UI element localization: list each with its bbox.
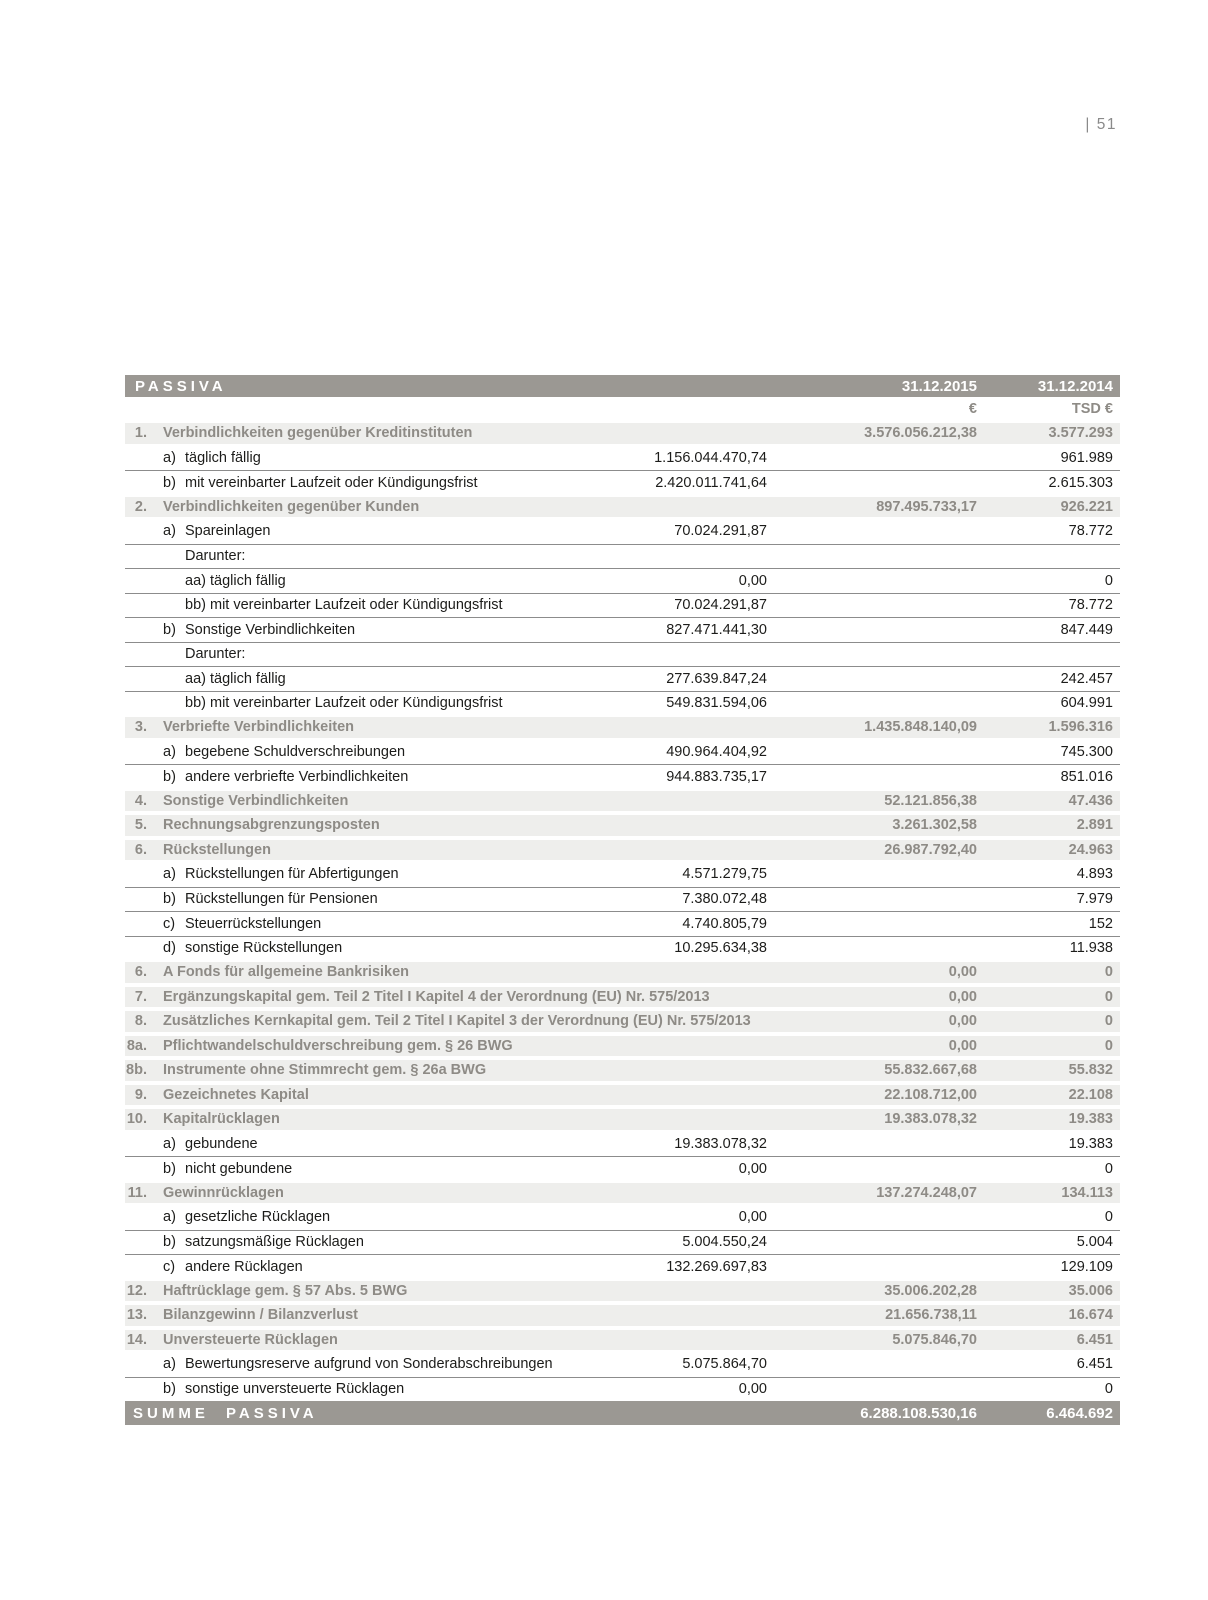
column-header-2015: 31.12.2015 [901, 377, 977, 395]
row-value-tsd-2014: 47.436 [1068, 792, 1113, 809]
row-prefix: b) [163, 621, 176, 638]
row-value-eur-main: 5.075.846,70 [892, 1331, 977, 1348]
row-text: Haftrücklage gem. § 57 Abs. 5 BWG [163, 1282, 408, 1299]
row-text: Steuerrückstellungen [185, 915, 322, 932]
row-number [125, 1356, 147, 1372]
row-text: Bilanzgewinn / Bilanzverlust [163, 1307, 358, 1324]
row-value-tsd-2014: 926.221 [1060, 498, 1113, 515]
table-row [125, 446, 1120, 471]
table-row [125, 862, 1120, 887]
table-row [125, 960, 1120, 985]
row-label [125, 793, 517, 809]
row-value-eur-main: 3.576.056.212,38 [864, 425, 977, 442]
row-value-eur-main: 0,00 [948, 1013, 977, 1030]
row-text: Rückstellungen für Abfertigungen [185, 866, 399, 883]
table-row [125, 789, 1120, 814]
table-row [125, 1132, 1120, 1157]
row-text: gesetzliche Rücklagen [185, 1209, 331, 1226]
row-prefix: b) [163, 1234, 176, 1251]
table-row [125, 1254, 1120, 1279]
row-prefix: c) [163, 915, 176, 932]
row-prefix: d) [163, 940, 176, 957]
row-value-eur-detail: 0,00 [738, 1160, 767, 1177]
row-prefix: a) [163, 523, 176, 540]
row-number: 6. [134, 841, 147, 858]
row-label [125, 1234, 517, 1250]
row-text: Rückstellungen [163, 841, 271, 858]
row-number: 7. [134, 988, 147, 1005]
row-prefix: a) [163, 449, 176, 466]
row-number: 6. [134, 964, 147, 981]
row-label [125, 1136, 517, 1152]
row-label [125, 573, 517, 589]
row-label [125, 1111, 517, 1127]
row-value-tsd-2014: 55.832 [1068, 1062, 1113, 1079]
row-value-tsd-2014: 152 [1088, 915, 1113, 932]
row-label [125, 817, 517, 833]
table-row [125, 519, 1120, 544]
table-row [125, 1009, 1120, 1034]
row-value-eur-detail: 10.295.634,38 [674, 940, 767, 957]
table-row [125, 764, 1120, 789]
row-text: Darunter: [185, 646, 246, 663]
table-row [125, 715, 1120, 740]
row-label [125, 1283, 517, 1299]
table-row [125, 1205, 1120, 1230]
row-label [125, 719, 517, 735]
table-row [125, 1083, 1120, 1108]
row-number [125, 940, 147, 956]
row-value-tsd-2014: 134.113 [1061, 1184, 1113, 1201]
row-label [125, 1062, 517, 1078]
table-row [125, 642, 1120, 667]
row-label [125, 916, 517, 932]
row-number [125, 622, 147, 638]
row-label [125, 964, 517, 980]
row-label [125, 499, 517, 515]
row-label [125, 1381, 517, 1397]
row-label [125, 425, 517, 441]
row-text: andere Rücklagen [185, 1258, 303, 1275]
row-label [125, 1356, 553, 1373]
row-text: Instrumente ohne Stimmrecht gem. § 26a BWG [163, 1062, 487, 1079]
row-value-tsd-2014: 1.596.316 [1048, 719, 1113, 736]
row-text: begebene Schuldverschreibungen [185, 743, 406, 760]
row-value-tsd-2014: 847.449 [1060, 621, 1113, 638]
row-value-eur-main: 21.656.738,11 [885, 1307, 977, 1324]
row-value-eur-detail: 549.831.594,06 [666, 695, 767, 712]
row-prefix: b) [163, 1381, 176, 1398]
row-label [125, 695, 517, 711]
row-value-eur-detail: 4.740.805,79 [682, 915, 767, 932]
row-number: 12. [126, 1282, 147, 1299]
table-row [125, 887, 1120, 912]
row-value-tsd-2014: 19.383 [1068, 1135, 1113, 1152]
row-value-tsd-2014: 16.674 [1068, 1307, 1113, 1324]
row-value-tsd-2014: 0 [1104, 964, 1113, 981]
row-prefix: a) [163, 743, 176, 760]
row-text: sonstige unversteuerte Rücklagen [185, 1381, 405, 1398]
row-label [125, 1161, 517, 1177]
row-value-tsd-2014: 961.989 [1060, 449, 1113, 466]
row-text: gebundene [185, 1135, 258, 1152]
row-text: Verbindlichkeiten gegenüber Kunden [163, 498, 420, 515]
table-row [125, 1279, 1120, 1304]
row-number [125, 916, 147, 932]
row-number [125, 1161, 147, 1177]
row-number [125, 1136, 147, 1152]
table-row [125, 544, 1120, 569]
row-value-eur-main: 35.006.202,28 [884, 1282, 977, 1299]
row-text: nicht gebundene [185, 1160, 293, 1177]
row-number: 14. [126, 1331, 147, 1348]
row-number [125, 866, 147, 882]
total-value-2015: 6.288.108.530,16 [860, 1404, 977, 1422]
row-prefix: a) [163, 866, 176, 883]
row-value-tsd-2014: 78.772 [1068, 523, 1113, 540]
row-value-tsd-2014: 0 [1104, 1209, 1113, 1226]
row-number [125, 695, 147, 711]
row-value-eur-main: 0,00 [948, 988, 977, 1005]
page-number: | 51 [1085, 116, 1117, 133]
table-row [125, 1107, 1120, 1132]
row-value-tsd-2014: 2.615.303 [1048, 474, 1113, 491]
row-text: Unversteuerte Rücklagen [163, 1331, 338, 1348]
row-value-tsd-2014: 5.004 [1076, 1234, 1113, 1251]
total-value-2014: 6.464.692 [1046, 1404, 1113, 1422]
row-text: Sonstige Verbindlichkeiten [185, 621, 356, 638]
row-text: täglich fällig [185, 449, 261, 466]
row-text: Kapitalrücklagen [163, 1111, 280, 1128]
row-value-eur-detail: 5.075.864,70 [682, 1356, 767, 1373]
row-value-tsd-2014: 3.577.293 [1048, 425, 1113, 442]
table-title: PASSIVA [135, 377, 227, 395]
table-row [125, 1230, 1120, 1255]
row-number: 11. [127, 1184, 147, 1201]
row-label [125, 866, 517, 882]
row-number [125, 1259, 147, 1275]
row-number [125, 548, 147, 564]
table-row [125, 1352, 1120, 1377]
row-value-tsd-2014: 35.006 [1068, 1282, 1113, 1299]
row-prefix: a) [163, 1135, 176, 1152]
units-row [125, 397, 1120, 421]
row-text: aa) täglich fällig [185, 670, 286, 687]
row-text: A Fonds für allgemeine Bankrisiken [163, 964, 410, 981]
row-prefix: a) [163, 1209, 176, 1226]
row-value-tsd-2014: 242.457 [1060, 670, 1113, 687]
row-number: 1. [134, 425, 147, 442]
row-text: andere verbriefte Verbindlichkeiten [185, 768, 409, 785]
row-value-tsd-2014: 0 [1104, 1013, 1113, 1030]
balance-sheet-passiva [125, 375, 1120, 1425]
row-text: Ergänzungskapital gem. Teil 2 Titel I Kapitel 4 der Verordnung (EU) Nr. 575/2013 [163, 988, 710, 1005]
row-value-tsd-2014: 78.772 [1068, 597, 1113, 614]
row-number [125, 744, 147, 760]
table-row [125, 1303, 1120, 1328]
row-label [125, 940, 517, 956]
table-row [125, 936, 1120, 961]
row-value-eur-main: 0,00 [948, 1037, 977, 1054]
table-row [125, 593, 1120, 618]
row-value-tsd-2014: 19.383 [1068, 1111, 1113, 1128]
row-text: Verbindlichkeiten gegenüber Kreditinstituten [163, 425, 473, 442]
row-label [125, 622, 517, 638]
row-label [125, 842, 517, 858]
row-number [125, 1209, 147, 1225]
row-number: 5. [134, 817, 147, 834]
row-value-eur-detail: 70.024.291,87 [674, 523, 767, 540]
row-label [125, 1259, 517, 1275]
row-text: Rechnungsabgrenzungsposten [163, 817, 380, 834]
table-row [125, 666, 1120, 691]
row-label [125, 988, 710, 1005]
row-text: Darunter: [185, 548, 246, 565]
row-value-eur-detail: 0,00 [738, 1381, 767, 1398]
row-number [125, 891, 147, 907]
row-value-eur-detail: 490.964.404,92 [666, 743, 767, 760]
row-value-eur-main: 3.261.302,58 [892, 817, 977, 834]
row-value-tsd-2014: 11.938 [1069, 940, 1113, 957]
row-label [125, 475, 517, 491]
row-label [125, 548, 517, 564]
row-value-tsd-2014: 0 [1104, 1160, 1113, 1177]
row-prefix: b) [163, 891, 176, 908]
row-value-eur-detail: 0,00 [738, 1209, 767, 1226]
row-text: Pflichtwandelschuldverschreibung gem. § 26 BWG [163, 1037, 513, 1054]
row-prefix: c) [163, 1258, 176, 1275]
row-text: satzungsmäßige Rücklagen [185, 1234, 364, 1251]
row-text: bb) mit vereinbarter Laufzeit oder Kündigungsfrist [185, 597, 503, 614]
table-row [125, 911, 1120, 936]
table-row [125, 421, 1120, 446]
table-row [125, 838, 1120, 863]
table-row [125, 813, 1120, 838]
row-value-tsd-2014: 129.109 [1060, 1258, 1113, 1275]
row-prefix: b) [163, 474, 176, 491]
row-prefix: a) [163, 1356, 176, 1373]
row-text: aa) täglich fällig [185, 572, 286, 589]
row-value-tsd-2014: 745.300 [1060, 743, 1113, 760]
row-number [125, 475, 147, 491]
row-value-tsd-2014: 7.979 [1076, 891, 1113, 908]
row-text: mit vereinbarter Laufzeit oder Kündigungsfrist [185, 474, 478, 491]
row-text: Rückstellungen für Pensionen [185, 891, 378, 908]
table-row [125, 1034, 1120, 1059]
table-row [125, 1181, 1120, 1206]
row-number [125, 523, 147, 539]
row-value-eur-detail: 277.639.847,24 [666, 670, 767, 687]
row-label [125, 769, 517, 785]
row-label [125, 523, 517, 539]
unit-eur: € [968, 401, 977, 417]
row-label [125, 1209, 517, 1225]
row-number: 10. [126, 1111, 147, 1128]
row-label [125, 450, 517, 466]
row-number: 13. [126, 1307, 147, 1324]
row-value-eur-detail: 1.156.044.470,74 [654, 449, 767, 466]
table-row [125, 691, 1120, 716]
row-label [125, 1013, 751, 1030]
row-label [125, 891, 517, 907]
row-value-eur-detail: 0,00 [738, 572, 767, 589]
row-value-eur-main: 897.495.733,17 [876, 498, 977, 515]
table-row [125, 1058, 1120, 1083]
row-value-eur-detail: 132.269.697,83 [666, 1258, 767, 1275]
row-value-tsd-2014: 4.893 [1076, 866, 1113, 883]
row-label [125, 1038, 517, 1054]
row-value-tsd-2014: 0 [1104, 572, 1113, 589]
row-value-tsd-2014: 6.451 [1076, 1331, 1113, 1348]
row-value-tsd-2014: 24.963 [1068, 841, 1113, 858]
row-value-tsd-2014: 604.991 [1060, 695, 1113, 712]
row-text: Bewertungsreserve aufgrund von Sonderabschreibungen [185, 1356, 553, 1373]
row-value-eur-detail: 7.380.072,48 [682, 891, 767, 908]
table-body [125, 421, 1120, 1401]
row-text: Sonstige Verbindlichkeiten [163, 792, 349, 809]
row-label [125, 671, 517, 687]
row-number [125, 769, 147, 785]
row-value-eur-main: 1.435.848.140,09 [864, 719, 977, 736]
row-number: 8a. [126, 1037, 147, 1054]
row-number [125, 1381, 147, 1397]
row-text: Verbriefte Verbindlichkeiten [163, 719, 354, 736]
row-value-eur-main: 26.987.792,40 [884, 841, 977, 858]
row-value-eur-detail: 2.420.011.741,64 [655, 474, 767, 491]
row-value-eur-main: 55.832.667,68 [884, 1062, 977, 1079]
table-row [125, 495, 1120, 520]
row-value-eur-detail: 70.024.291,87 [674, 597, 767, 614]
row-value-eur-main: 137.274.248,07 [876, 1184, 977, 1201]
row-value-tsd-2014: 0 [1104, 1381, 1113, 1398]
row-value-tsd-2014: 0 [1104, 1037, 1113, 1054]
row-number: 4. [134, 792, 147, 809]
row-value-tsd-2014: 22.108 [1068, 1086, 1113, 1103]
row-value-eur-main: 22.108.712,00 [884, 1086, 977, 1103]
table-row [125, 740, 1120, 765]
row-text: sonstige Rückstellungen [185, 940, 343, 957]
row-number [125, 573, 147, 589]
row-label [125, 1307, 517, 1323]
row-value-tsd-2014: 6.451 [1076, 1356, 1113, 1373]
row-number: 8. [134, 1013, 147, 1030]
row-number: 8b. [126, 1062, 147, 1079]
total-row [125, 1401, 1120, 1425]
column-header-2014: 31.12.2014 [1037, 377, 1113, 395]
table-row [125, 617, 1120, 642]
row-label [125, 1185, 517, 1201]
total-label: SUMME PASSIVA [133, 1404, 318, 1422]
row-number [125, 671, 147, 687]
row-text: bb) mit vereinbarter Laufzeit oder Kündigungsfrist [185, 695, 503, 712]
row-value-tsd-2014: 851.016 [1060, 768, 1113, 785]
row-number [125, 1234, 147, 1250]
row-value-eur-main: 19.383.078,32 [884, 1111, 977, 1128]
row-number [125, 597, 147, 613]
row-label [125, 1332, 517, 1348]
row-value-eur-detail: 4.571.279,75 [682, 866, 767, 883]
row-label [125, 744, 517, 760]
table-header-bar [125, 375, 1120, 397]
table-row [125, 1156, 1120, 1181]
row-text: Spareinlagen [185, 523, 271, 540]
row-value-tsd-2014: 2.891 [1076, 817, 1113, 834]
table-row [125, 470, 1120, 495]
table-row [125, 1328, 1120, 1353]
row-prefix: b) [163, 768, 176, 785]
row-label [125, 646, 517, 662]
row-number [125, 646, 147, 662]
row-value-eur-main: 52.121.856,38 [884, 792, 977, 809]
row-value-eur-detail: 827.471.441,30 [666, 621, 767, 638]
row-text: Gewinnrücklagen [163, 1184, 284, 1201]
row-number [125, 450, 147, 466]
row-prefix: b) [163, 1160, 176, 1177]
row-value-eur-detail: 5.004.550,24 [682, 1234, 767, 1251]
row-value-eur-detail: 944.883.735,17 [666, 768, 767, 785]
row-value-eur-main: 0,00 [948, 964, 977, 981]
table-row [125, 985, 1120, 1010]
row-text: Gezeichnetes Kapital [163, 1086, 309, 1103]
row-number: 3. [134, 719, 147, 736]
row-value-tsd-2014: 0 [1104, 988, 1113, 1005]
row-label [125, 597, 517, 613]
table-row [125, 568, 1120, 593]
row-text: Zusätzliches Kernkapital gem. Teil 2 Titel I Kapitel 3 der Verordnung (EU) Nr. 575/2013 [163, 1013, 751, 1030]
row-label [125, 1087, 517, 1103]
table-row [125, 1377, 1120, 1402]
unit-tsd-eur: TSD € [1071, 401, 1113, 417]
row-number: 9. [134, 1086, 147, 1103]
row-number: 2. [134, 498, 147, 515]
row-value-eur-detail: 19.383.078,32 [674, 1135, 767, 1152]
